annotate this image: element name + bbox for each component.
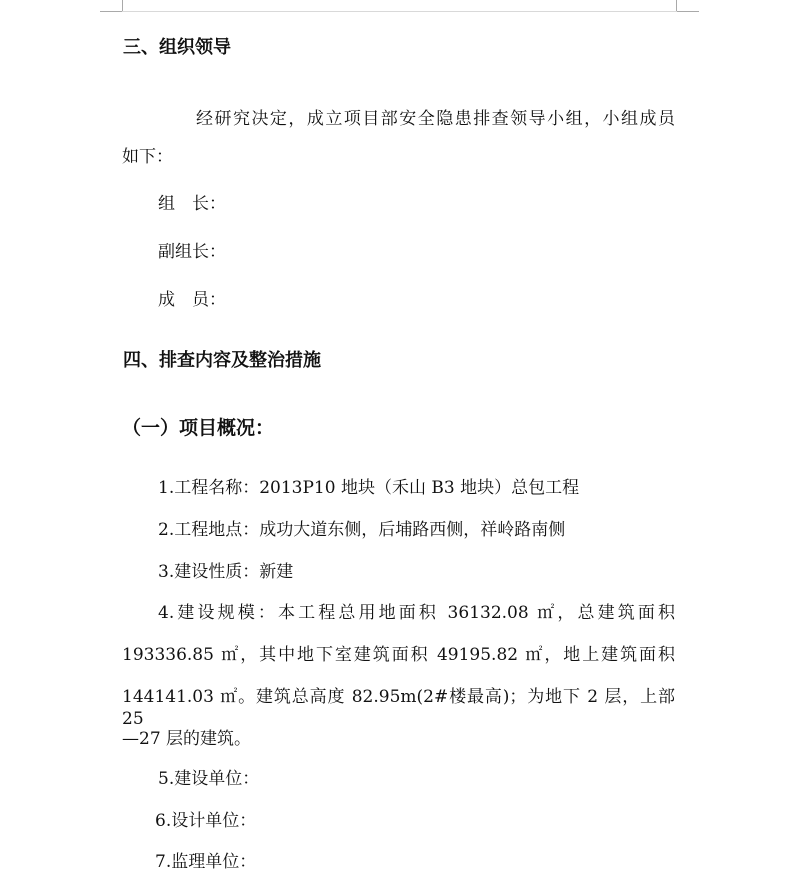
page-top-border <box>122 11 677 12</box>
intro-paragraph-line2: 如下： <box>122 147 173 167</box>
overview-item-supervisor: 7.监理单位： <box>155 852 257 871</box>
role-leader: 组 长： <box>158 194 226 214</box>
crop-mark-top-left <box>100 11 122 12</box>
subsection-heading-overview: （一）项目概况： <box>122 417 275 439</box>
section-heading-organization: 三、组织领导 <box>123 37 231 58</box>
section-heading-inspection: 四、排查内容及整治措施 <box>123 350 321 371</box>
role-member: 成 员： <box>158 290 226 310</box>
overview-item-nature: 3.建设性质：新建 <box>158 562 294 582</box>
crop-mark-top-right <box>677 11 699 12</box>
overview-item-location: 2.工程地点：成功大道东侧，后埔路西侧，祥岭路南侧 <box>158 520 566 540</box>
overview-item-client: 5.建设单位： <box>158 769 260 789</box>
overview-item-designer: 6.设计单位： <box>155 811 257 831</box>
overview-item-scale-line4: —27 层的建筑。 <box>122 729 252 749</box>
role-deputy-leader: 副组长： <box>158 242 226 262</box>
overview-item-project-name: 1.工程名称：2013P10 地块（禾山 B3 地块）总包工程 <box>158 478 580 498</box>
overview-item-scale-line2: 193336.85 ㎡，其中地下室建筑面积 49195.82 ㎡，地上建筑面积 <box>122 645 675 665</box>
overview-item-scale-line3: 144141.03 ㎡。建筑总高度 82.95m(2#楼最高)；为地下 2 层，上部 25 <box>122 687 675 729</box>
intro-paragraph-line1: 经研究决定，成立项目部安全隐患排查领导小组，小组成员 <box>196 109 675 129</box>
overview-item-scale-line1: 4.建设规模：本工程总用地面积 36132.08 ㎡，总建筑面积 <box>158 603 675 623</box>
